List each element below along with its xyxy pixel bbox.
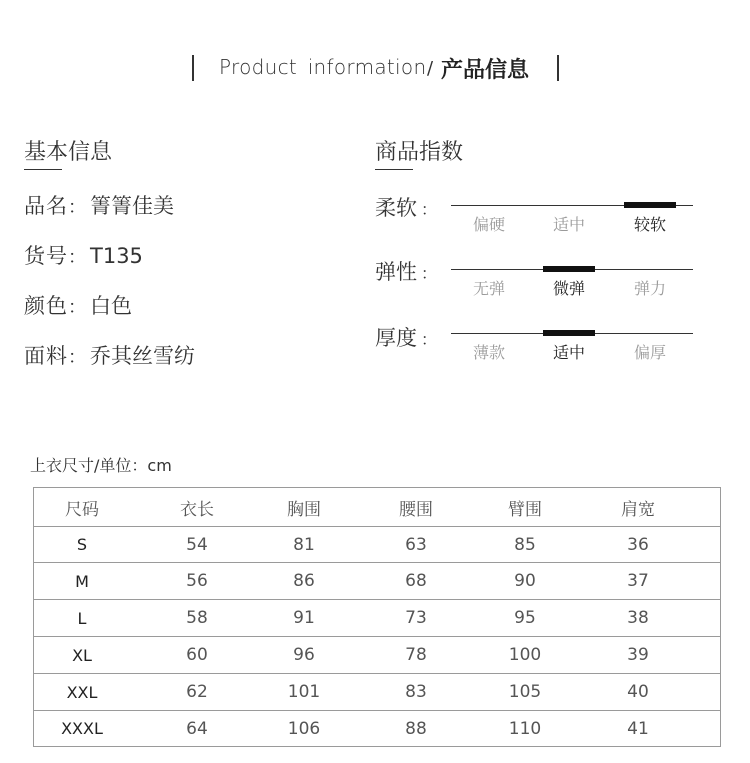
basic-info-label: 货号 <box>24 244 68 268</box>
size-table-header-cell: 胸围 <box>287 499 321 520</box>
size-table-cell: 101 <box>287 682 321 702</box>
size-table <box>33 487 721 747</box>
size-table-cell: 62 <box>186 682 208 702</box>
size-table-caption: 上衣尺寸/单位：cm <box>30 456 172 475</box>
size-table-row <box>34 527 720 563</box>
size-table-row <box>34 563 720 600</box>
basic-info-separator: ： <box>68 247 86 268</box>
size-table-cell: 39 <box>627 645 649 665</box>
size-table-size-cell: XXXL <box>61 719 103 738</box>
size-table-header-cell: 臂围 <box>508 499 542 520</box>
size-table-cell: 110 <box>508 718 542 739</box>
basic-info-value: 白色 <box>90 294 132 318</box>
header-right-bar <box>557 55 559 81</box>
size-table-cell: 96 <box>293 645 315 665</box>
size-table-cell: 36 <box>627 534 649 555</box>
basic-info-row <box>24 290 132 320</box>
basic-info-label: 品名 <box>24 194 68 218</box>
product-index-marker <box>543 330 595 336</box>
basic-info-underline <box>24 169 62 170</box>
product-index-label-text: 柔软 <box>375 196 417 220</box>
size-table-cell: 54 <box>186 534 208 555</box>
size-table-header-cell: 肩宽 <box>621 499 655 520</box>
size-table-cell: 88 <box>405 718 427 739</box>
size-table-row <box>34 600 720 637</box>
size-table-header-cell: 衣长 <box>180 499 214 520</box>
size-table-cell: 73 <box>405 608 427 628</box>
size-table-cell: 78 <box>405 645 427 665</box>
size-table-cell: 40 <box>627 682 649 702</box>
product-index-option: 适中 <box>552 215 585 234</box>
product-index-option: 无弹 <box>472 279 505 298</box>
product-index-option: 偏厚 <box>633 343 666 362</box>
basic-info-row <box>24 190 174 220</box>
product-index-option: 微弹 <box>552 279 585 298</box>
product-index-label <box>375 256 437 286</box>
size-table-size-cell: M <box>75 571 89 591</box>
product-index-underline <box>375 169 413 170</box>
product-index-option: 弹力 <box>633 279 666 298</box>
size-table-size-cell: S <box>76 535 88 554</box>
basic-info-separator: ： <box>68 347 86 368</box>
size-table-row <box>34 711 720 746</box>
size-table-header-cell: 腰围 <box>399 499 433 520</box>
product-index-separator: ： <box>421 264 438 283</box>
size-table-cell: 63 <box>405 534 427 555</box>
product-index-option: 薄款 <box>472 343 505 362</box>
size-table-cell: 106 <box>287 718 321 739</box>
basic-info-value: 乔其丝雪纺 <box>90 344 195 368</box>
product-index-marker <box>543 266 595 272</box>
header-slash: / <box>427 58 434 79</box>
product-index-label-text: 厚度 <box>375 326 417 350</box>
size-table-cell: 90 <box>514 571 536 591</box>
size-table-header-cell: 尺码 <box>65 499 99 520</box>
product-index-label-text: 弹性 <box>375 260 417 284</box>
size-table-size-cell: XXL <box>66 682 98 702</box>
size-table-cell: 64 <box>186 718 208 739</box>
size-table-cell: 37 <box>627 571 649 591</box>
basic-info-row <box>24 240 143 270</box>
size-table-row <box>34 637 720 674</box>
basic-info-label: 颜色 <box>24 294 68 318</box>
basic-info-value: 箐箐佳美 <box>90 194 174 218</box>
header-cn-title: 产品信息 <box>441 58 530 83</box>
product-index-option: 适中 <box>552 343 585 362</box>
product-index-title: 商品指数 <box>375 140 464 165</box>
product-index-separator: ： <box>421 200 438 219</box>
size-table-size-cell: L <box>77 608 87 628</box>
basic-info-separator: ： <box>68 197 86 218</box>
product-index-label <box>375 322 437 352</box>
size-table-cell: 60 <box>186 645 208 665</box>
product-index-marker <box>624 202 676 208</box>
product-index-separator: ： <box>421 330 438 349</box>
product-index-option: 较软 <box>633 215 666 234</box>
size-table-cell: 58 <box>186 608 208 628</box>
basic-info-row <box>24 340 195 370</box>
size-table-cell: 83 <box>405 682 427 702</box>
basic-info-title: 基本信息 <box>24 140 113 165</box>
product-index-option: 偏硬 <box>472 215 505 234</box>
size-table-cell: 91 <box>293 608 315 628</box>
basic-info-label: 面料 <box>24 344 68 368</box>
size-table-cell: 86 <box>293 571 315 591</box>
size-table-row <box>34 674 720 711</box>
size-table-cell: 105 <box>508 682 542 702</box>
size-table-cell: 100 <box>508 645 542 665</box>
product-index-label <box>375 192 437 222</box>
size-table-cell: 81 <box>293 534 315 555</box>
size-table-cell: 68 <box>405 571 427 591</box>
size-table-size-cell: XL <box>72 645 92 665</box>
size-table-cell: 56 <box>186 571 208 591</box>
header-en-title: Product information <box>219 55 427 79</box>
header-left-bar <box>192 55 194 81</box>
size-table-cell: 41 <box>627 718 649 739</box>
size-table-cell: 95 <box>514 608 536 628</box>
basic-info-separator: ： <box>68 297 86 318</box>
basic-info-value: T135 <box>90 244 143 268</box>
size-table-cell: 38 <box>627 608 649 628</box>
size-table-cell: 85 <box>514 534 536 555</box>
size-table-header-row <box>34 488 720 527</box>
